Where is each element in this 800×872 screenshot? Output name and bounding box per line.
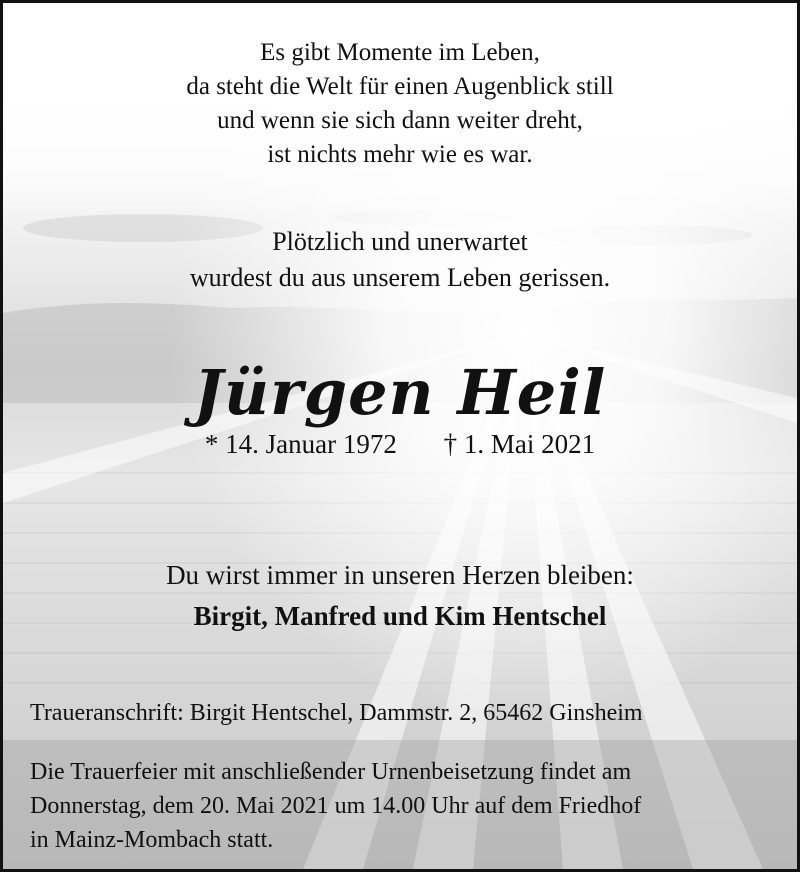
- intro-line: Plötzlich und unerwartet: [272, 227, 528, 256]
- death-date: † 1. Mai 2021: [443, 429, 596, 459]
- service-line: in Mainz-Mombach statt.: [30, 827, 274, 853]
- service-line: Die Trauerfeier mit anschließender Urnenbeisetzung findet am: [30, 759, 632, 785]
- intro-line: wurdest du aus unserem Leben gerissen.: [189, 263, 611, 292]
- mourning-address: Traueranschrift: Birgit Hentschel, Dammstr. 2, 65462 Ginsheim: [30, 700, 643, 726]
- life-dates: [3, 427, 797, 461]
- deceased-name: Jürgen Heil: [193, 356, 607, 429]
- mourners-names: Birgit, Manfred und Kim Hentschel: [193, 601, 607, 631]
- remembrance-text: Du wirst immer in unseren Herzen bleiben:: [166, 560, 634, 590]
- funeral-service-info: [30, 755, 770, 857]
- poem-line: Es gibt Momente im Leben,: [260, 39, 540, 66]
- poem-line: da steht die Welt für einen Augenblick still: [186, 73, 614, 100]
- birth-date: * 14. Januar 1972: [204, 429, 397, 459]
- poem: [3, 36, 797, 172]
- intro-text: [3, 224, 797, 296]
- poem-line: ist nichts mehr wie es war.: [267, 141, 533, 168]
- poem-line: und wenn sie sich dann weiter dreht,: [217, 107, 583, 134]
- service-line: Donnerstag, dem 20. Mai 2021 um 14.00 Uhr auf dem Friedhof: [30, 793, 642, 819]
